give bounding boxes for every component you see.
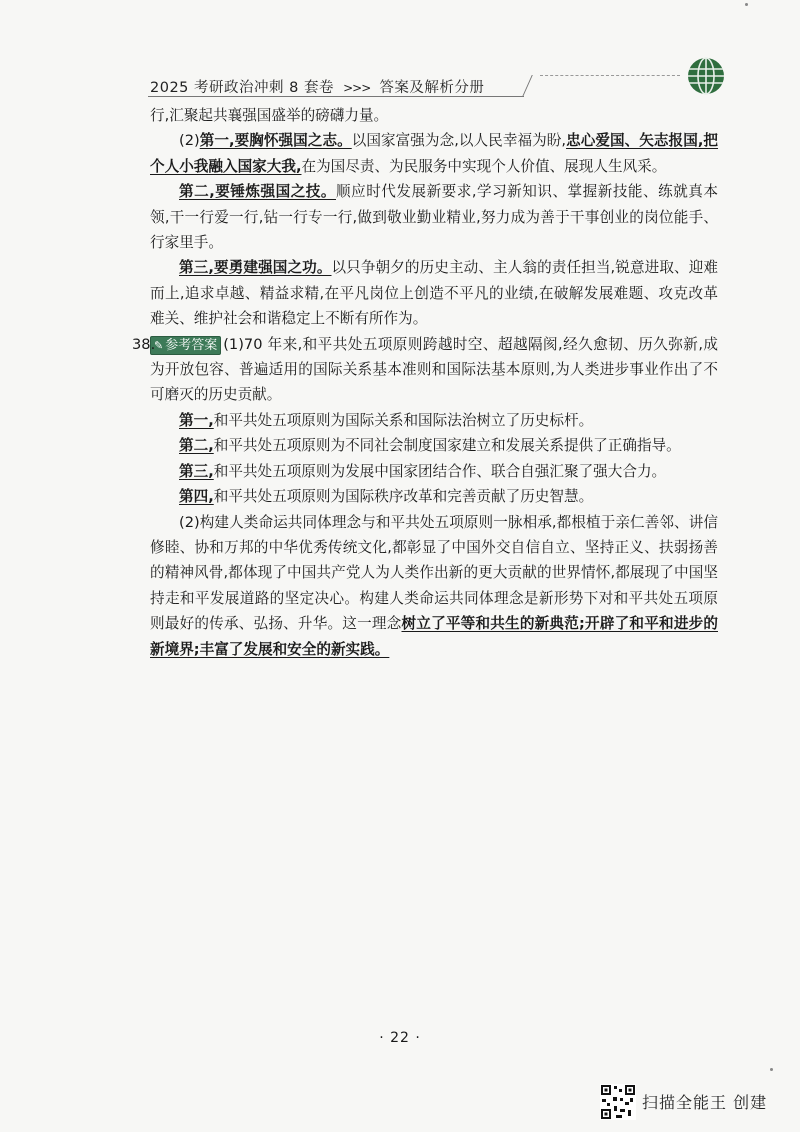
header-separator: >>> xyxy=(343,81,371,95)
point-text: 和平共处五项原则为不同社会制度国家建立和发展关系提供了正确指导。 xyxy=(213,437,681,455)
reference-answer-badge xyxy=(150,336,221,355)
key-point-phrase: 树立了平等和共生的新典范;开辟了和平和进步的新境界;丰富了发展和安全的新实践。 xyxy=(150,615,718,658)
key-point-phrase: 忠心爱国、矢志报国,把个人小我融入国家大我, xyxy=(150,132,719,175)
paragraph-text: (1)70 年来,和平共处五项原则跨越时空、超越隔阂,经久愈韧、历久弥新,成为开放包容、普遍适用的国际关系基本准则和国际法基本原则,为人类进步事业作出了不可磨灭的历史贡献。 xyxy=(150,335,718,404)
paragraph-continuation: 行,汇聚起共襄强国盛举的磅礴力量。 xyxy=(150,107,389,124)
paragraph-text: 在为国尽责、为民服务中实现个人价值、展现人生风采。 xyxy=(301,157,667,175)
pencil-icon: ✎ xyxy=(154,338,164,352)
header-title: 2025 考研政治冲刺 8 套卷 xyxy=(150,80,334,96)
paragraph-text: (2)构建人类命运共同体理念与和平共处五项原则一脉相承,都根植于亲仁善邻、讲信修睦、协和万邦的中华优秀传统文化,都彰显了中国外交自信自立、坚持正义、扶弱扬善的精神风骨,都体现了中国共产党人为人类作出新的更大贡献的世界情怀,都展现了中国坚持走和平发展道路的坚定决心。构建人类命运共同体理念是新形势下对和平共处五项原则最好的传承、弘扬、升华。这一理念 xyxy=(150,513,718,633)
point-label: 第三, xyxy=(179,462,214,480)
paragraph-third xyxy=(150,255,718,331)
paragraph-item2-38 xyxy=(150,510,718,662)
point-text: 和平共处五项原则为国际关系和国际法治树立了历史标杆。 xyxy=(213,411,594,429)
answer-content xyxy=(132,103,719,662)
point-text: 和平共处五项原则为国际秩序改革和完善贡献了历史智慧。 xyxy=(213,488,594,506)
page-number: · 22 · xyxy=(379,1030,421,1046)
point-second xyxy=(150,433,718,458)
key-point-heading: 第一,要胸怀强国之志。 xyxy=(199,132,352,150)
key-point-heading: 第二,要锤炼强国之技。 xyxy=(179,183,336,201)
paragraph-second xyxy=(150,179,718,255)
reference-answer-label: 参考答案 xyxy=(165,337,218,353)
point-label: 第二, xyxy=(179,437,214,455)
paragraph-text: 顺应时代发展新要求,学习新知识、掌握新技能、练就真本领,干一行爱一行,钻一行专一行,做到敬业勤业精业,努力成为善于干事创业的岗位能手、行家里手。 xyxy=(150,183,718,252)
key-point-heading: 第三,要勇建强国之功。 xyxy=(179,259,332,277)
scan-speck xyxy=(745,3,748,6)
point-fourth xyxy=(150,484,718,509)
scanner-watermark xyxy=(596,1084,800,1124)
paragraph-item2-first xyxy=(150,128,718,179)
question-38-answer xyxy=(132,332,718,408)
point-first xyxy=(150,408,718,433)
header-rule-slant xyxy=(522,75,555,97)
scan-speck xyxy=(770,1068,773,1071)
watermark-text: 扫描全能王 创建 xyxy=(642,1093,768,1112)
header-rule xyxy=(148,96,524,97)
header-subtitle: 答案及解析分册 xyxy=(379,80,485,96)
point-label: 第四, xyxy=(179,488,214,506)
question-number: 38. xyxy=(132,335,156,353)
point-third xyxy=(150,459,718,484)
item-number: (2) xyxy=(179,132,200,150)
qr-code-icon xyxy=(600,1084,636,1120)
header-dashed-rule xyxy=(540,75,680,76)
point-text: 和平共处五项原则为发展中国家团结合作、联合自强汇聚了强大合力。 xyxy=(213,462,667,480)
paragraph-text: 以国家富强为念,以人民幸福为盼, xyxy=(351,132,567,150)
globe-logo-icon xyxy=(686,56,726,96)
page-header xyxy=(150,76,484,97)
paragraph-text: 以只争朝夕的历史主动、主人翁的责任担当,锐意进取、迎难而上,追求卓越、精益求精,在平凡岗位上创造不平凡的业绩,在破解发展难题、攻克改革难关、维护社会和谐稳定上不断有所作为。 xyxy=(150,259,718,328)
point-label: 第一, xyxy=(179,411,214,429)
